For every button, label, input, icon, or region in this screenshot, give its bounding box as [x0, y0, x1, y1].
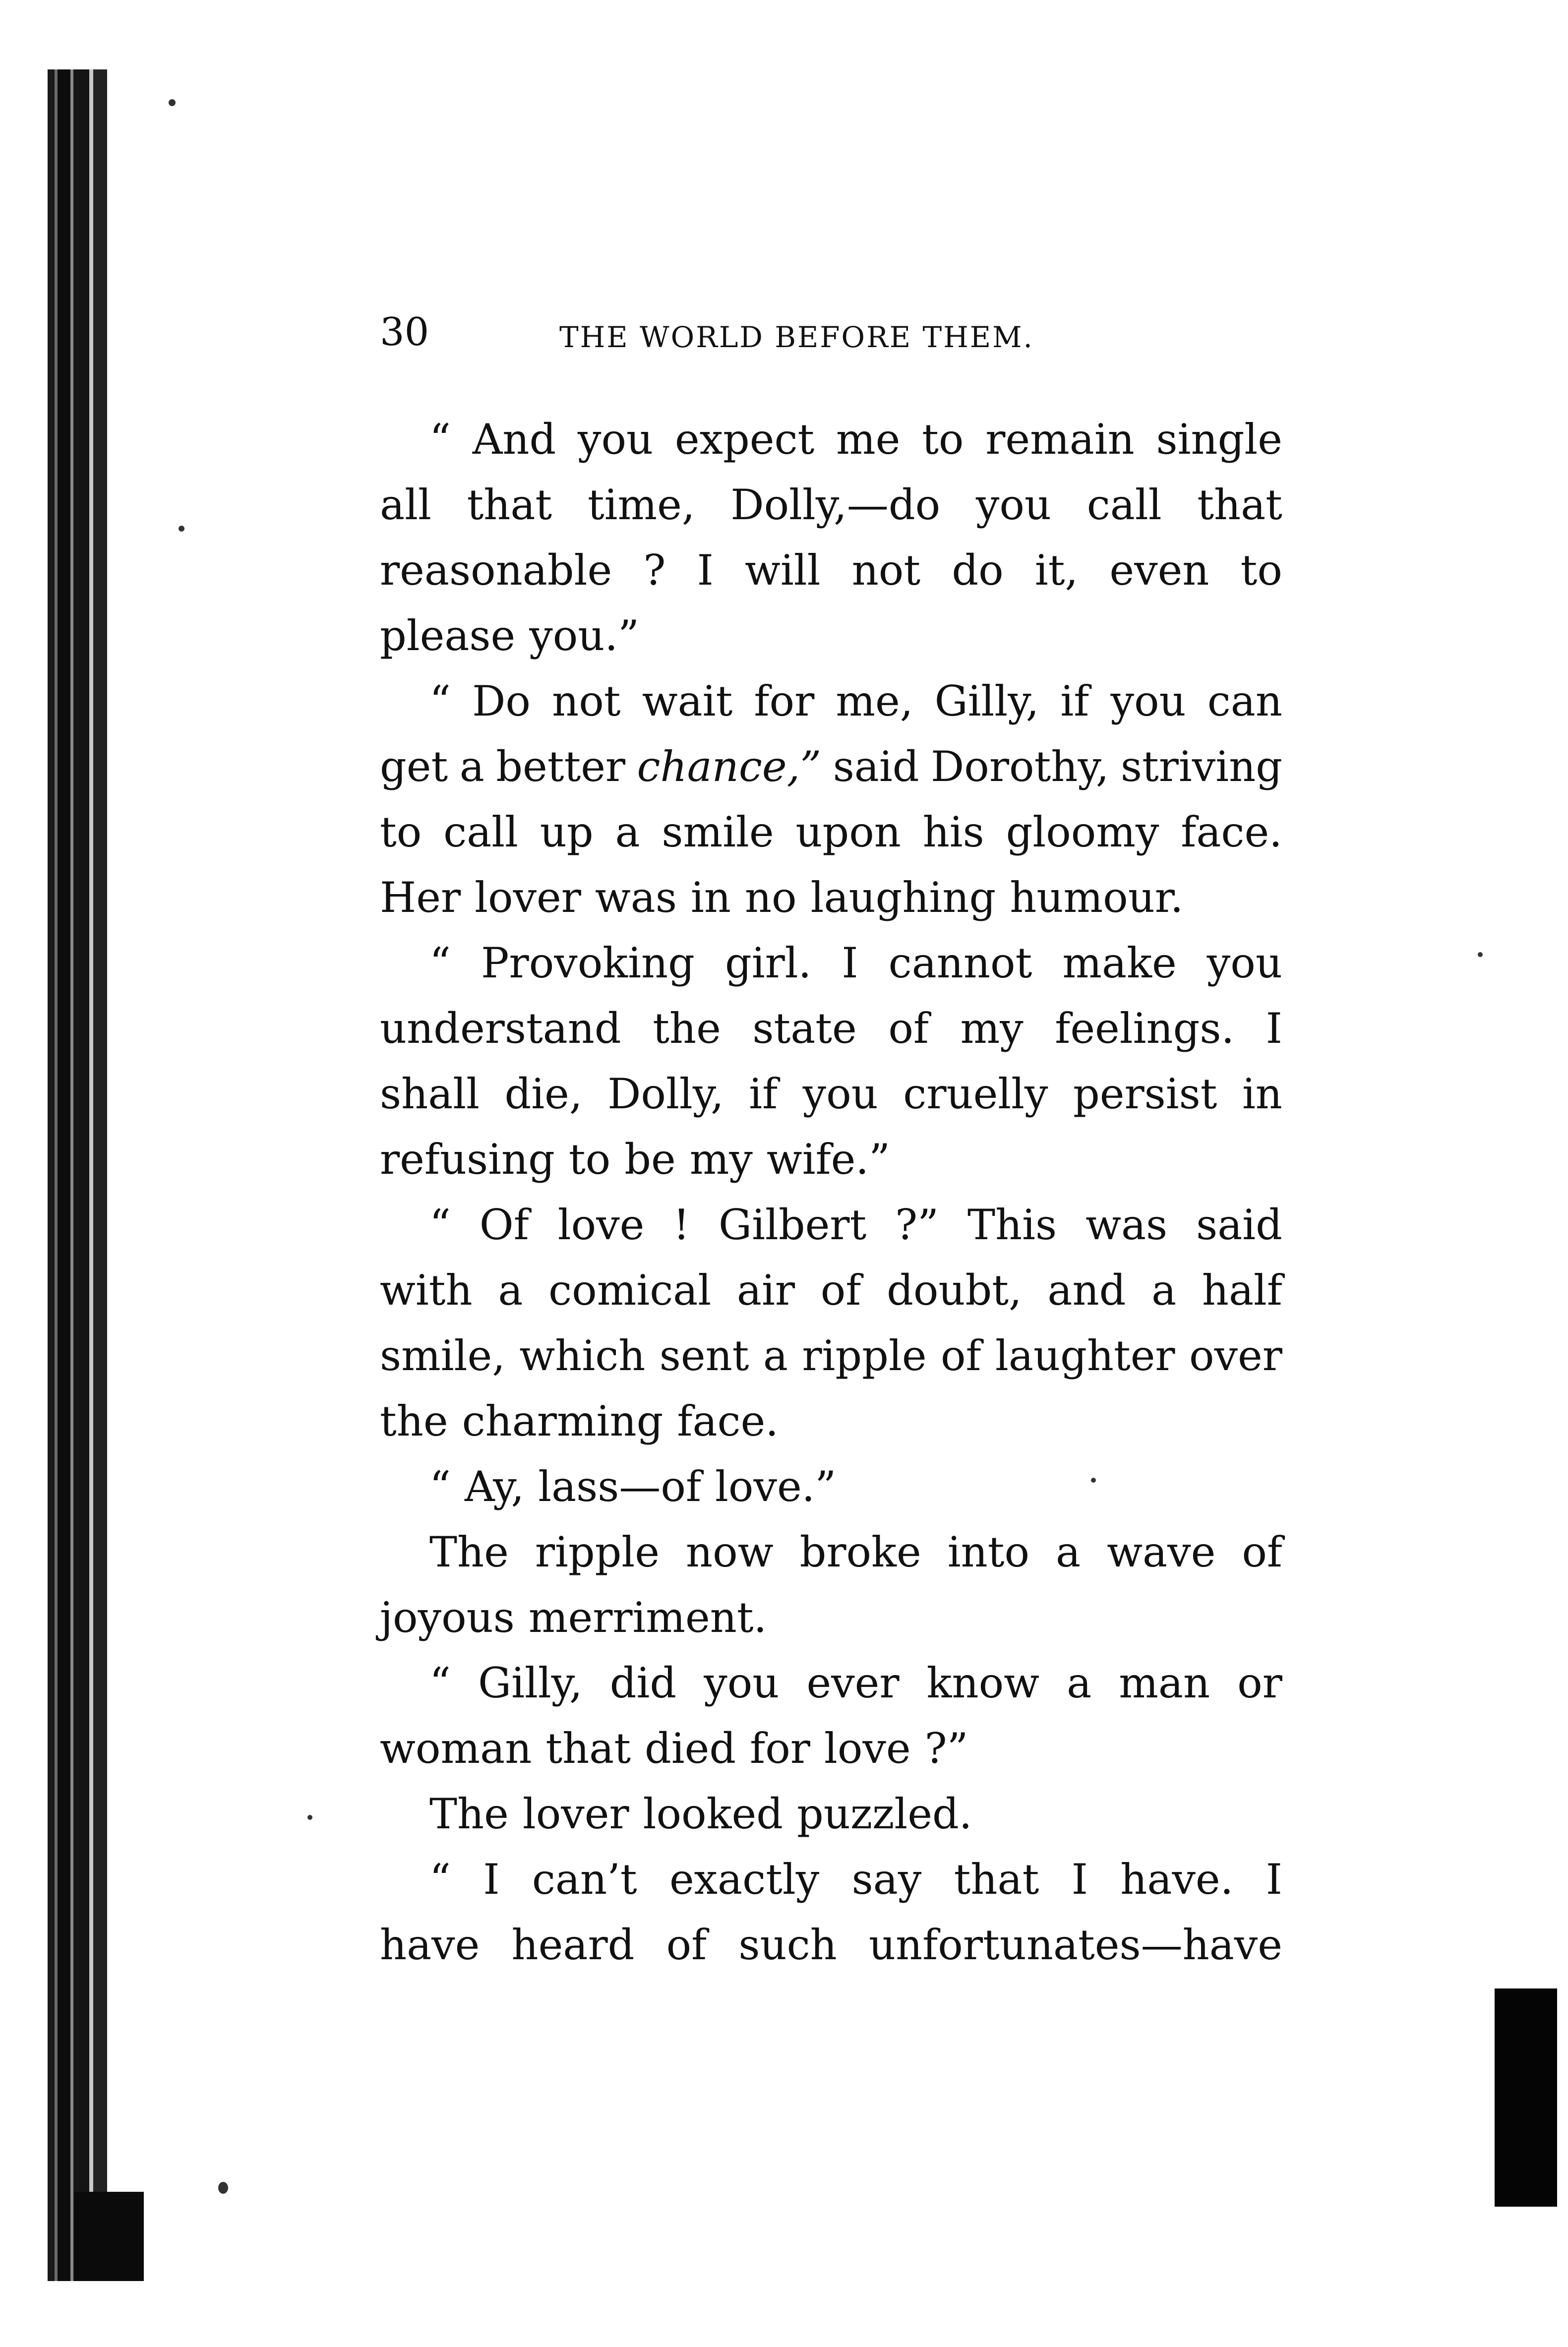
word: Dolly,—do — [730, 481, 941, 529]
word: laughing — [810, 873, 996, 922]
word: Provoking — [481, 939, 695, 987]
word: which — [519, 1331, 646, 1380]
word: comical — [548, 1266, 712, 1315]
word: his — [922, 808, 984, 856]
word: Dolly, — [607, 1070, 724, 1118]
word: have — [380, 1921, 480, 1969]
word: a — [459, 742, 484, 791]
word: and — [1047, 1266, 1126, 1315]
word: Ay, — [464, 1462, 525, 1511]
word: “ — [429, 1855, 451, 1904]
word: for — [754, 677, 815, 725]
text-line — [380, 1192, 1282, 1258]
word: I — [842, 939, 858, 987]
word: state — [752, 1004, 857, 1053]
word: striving — [1120, 742, 1282, 791]
word: to — [380, 808, 422, 856]
word: me, — [836, 677, 913, 725]
word: charming — [462, 1397, 663, 1445]
word: that — [467, 481, 552, 529]
word: do — [952, 546, 1004, 595]
word: understand — [380, 1004, 621, 1053]
body-text — [380, 407, 1282, 1978]
word: “ — [429, 1462, 451, 1511]
word: you — [975, 481, 1052, 529]
word: of — [888, 1004, 929, 1053]
word: heard — [511, 1921, 635, 1969]
word: the — [653, 1004, 721, 1053]
word: call — [1086, 481, 1162, 529]
word: lass—of — [538, 1462, 702, 1511]
word: sent — [659, 1331, 749, 1380]
word: I — [483, 1855, 500, 1904]
text-line — [380, 1127, 1282, 1192]
word: ripple — [535, 1528, 660, 1576]
word: even — [1109, 546, 1209, 595]
word: call — [443, 808, 518, 856]
word: Dorothy, — [930, 742, 1109, 791]
word: will — [745, 546, 821, 595]
word: air — [736, 1266, 795, 1315]
word: persist — [1073, 1070, 1217, 1118]
word: upon — [795, 808, 901, 856]
word: you — [704, 1659, 780, 1707]
word: Gilly, — [934, 677, 1039, 725]
word: “ — [429, 939, 451, 987]
word: ?” — [895, 1201, 939, 1249]
word: man — [1119, 1659, 1210, 1707]
word: lover — [522, 1790, 629, 1838]
word: say — [851, 1855, 922, 1904]
word: laughter — [995, 1331, 1175, 1380]
word: looked — [643, 1790, 784, 1838]
text-line — [380, 1061, 1282, 1127]
word: chance,” — [637, 742, 822, 791]
word: humour. — [1010, 873, 1184, 922]
word: This — [967, 1201, 1057, 1249]
word: reasonable — [380, 546, 612, 595]
word: can’t — [532, 1855, 637, 1904]
word: Her — [380, 873, 461, 922]
page-number: 30 — [380, 310, 429, 355]
word: of — [666, 1921, 707, 1969]
binding-shadow — [74, 2192, 144, 2281]
word: a — [1151, 1266, 1177, 1315]
word: cruelly — [903, 1070, 1048, 1118]
text-line — [380, 603, 1282, 668]
word: it, — [1034, 546, 1079, 595]
word: can — [1207, 677, 1282, 725]
word: time, — [587, 481, 695, 529]
text-line — [380, 1650, 1282, 1716]
word: broke — [799, 1528, 921, 1576]
word: said — [833, 742, 919, 791]
word: smile, — [380, 1331, 505, 1380]
word: said — [1196, 1201, 1282, 1249]
word: remain — [985, 415, 1135, 464]
word: if — [749, 1070, 778, 1118]
word: into — [947, 1528, 1030, 1576]
word: unfortunates—have — [868, 1921, 1282, 1969]
word: not — [851, 546, 921, 595]
word: Gilbert — [718, 1201, 867, 1249]
word: puzzled. — [797, 1790, 972, 1838]
word: The — [429, 1528, 509, 1576]
word: love — [824, 1724, 911, 1773]
word: woman — [380, 1724, 532, 1773]
word: up — [540, 808, 594, 856]
word: please — [380, 611, 516, 660]
word: ever — [806, 1659, 900, 1707]
word: in — [1242, 1070, 1282, 1118]
word: be — [624, 1135, 676, 1184]
word: that — [954, 1855, 1039, 1904]
word: make — [1062, 939, 1177, 987]
word: get — [380, 742, 448, 791]
word: single — [1156, 415, 1282, 464]
word: me — [836, 415, 901, 464]
word: all — [380, 481, 431, 529]
word: my — [960, 1004, 1024, 1053]
word: “ — [429, 677, 451, 725]
word: love.” — [715, 1462, 837, 1511]
word: that — [1197, 481, 1282, 529]
word: a — [763, 1331, 788, 1380]
word: such — [738, 1921, 837, 1969]
word: you — [1206, 939, 1282, 987]
word: ! — [673, 1201, 690, 1249]
word: to — [568, 1135, 611, 1184]
word: Gilly, — [478, 1659, 583, 1707]
text-line — [380, 1258, 1282, 1323]
text-line — [380, 1323, 1282, 1388]
word: no — [744, 873, 797, 922]
word: for — [750, 1724, 810, 1773]
word: was — [1086, 1201, 1168, 1249]
text-line — [380, 865, 1282, 930]
word: lover — [475, 873, 581, 922]
text-line — [380, 668, 1282, 734]
word: “ — [429, 415, 451, 464]
text-line — [380, 1519, 1282, 1585]
word: feelings. — [1055, 1004, 1235, 1053]
word: a — [1067, 1659, 1092, 1707]
word: And — [472, 415, 556, 464]
text-line — [380, 1781, 1282, 1847]
word: did — [609, 1659, 677, 1707]
word: I — [697, 546, 714, 595]
word: the — [380, 1397, 448, 1445]
word: was — [595, 873, 677, 922]
word: “ — [429, 1659, 451, 1707]
word: joyous — [380, 1593, 515, 1642]
text-line — [380, 996, 1282, 1061]
word: a — [1056, 1528, 1081, 1576]
word: die, — [504, 1070, 583, 1118]
word: you — [1110, 677, 1186, 725]
text-line — [380, 1388, 1282, 1454]
word: died — [645, 1724, 736, 1773]
word: a — [498, 1266, 523, 1315]
word: to — [922, 415, 964, 464]
word: I — [1071, 1855, 1088, 1904]
text-line — [380, 407, 1282, 472]
page-edge-mark — [1495, 1988, 1557, 2207]
running-title: THE WORLD BEFORE THEM. — [559, 320, 1034, 354]
word: I — [1266, 1855, 1282, 1904]
running-header — [380, 307, 1272, 367]
text-line — [380, 1847, 1282, 1912]
word: ripple — [802, 1331, 927, 1380]
word: you.” — [529, 611, 640, 660]
word: I — [1266, 1004, 1282, 1053]
text-line — [380, 799, 1282, 865]
word: face. — [1181, 808, 1282, 856]
word: have. — [1120, 1855, 1234, 1904]
word: doubt, — [887, 1266, 1022, 1315]
word: if — [1060, 677, 1089, 725]
word: better — [496, 742, 626, 791]
word: merriment. — [528, 1593, 767, 1642]
word: my — [689, 1135, 753, 1184]
word: not — [552, 677, 621, 725]
text-line — [380, 734, 1282, 799]
word: expect — [674, 415, 815, 464]
word: face. — [677, 1397, 779, 1445]
word: gloomy — [1006, 808, 1159, 856]
word: you — [802, 1070, 878, 1118]
word: refusing — [380, 1135, 555, 1184]
word: know — [926, 1659, 1040, 1707]
word: or — [1237, 1659, 1282, 1707]
word: you — [578, 415, 654, 464]
word: ?” — [924, 1724, 968, 1773]
text-line — [380, 1454, 1282, 1519]
word: cannot — [888, 939, 1032, 987]
word: in — [690, 873, 731, 922]
text-line — [380, 538, 1282, 603]
word: of — [940, 1331, 981, 1380]
word: now — [686, 1528, 774, 1576]
word: a — [615, 808, 640, 856]
word: wave — [1107, 1528, 1216, 1576]
word: with — [380, 1266, 473, 1315]
text-line — [380, 930, 1282, 996]
word: ? — [643, 546, 666, 595]
text-line — [380, 472, 1282, 538]
word: shall — [380, 1070, 480, 1118]
word: half — [1202, 1266, 1282, 1315]
word: smile — [662, 808, 774, 856]
word: to — [1240, 546, 1282, 595]
text-line — [380, 1912, 1282, 1978]
word: exactly — [669, 1855, 820, 1904]
word: The — [429, 1790, 509, 1838]
word: wait — [642, 677, 733, 725]
word: Do — [472, 677, 531, 725]
word: of — [820, 1266, 861, 1315]
word: wife.” — [766, 1135, 891, 1184]
word: of — [1242, 1528, 1282, 1576]
word: girl. — [725, 939, 812, 987]
text-line — [380, 1585, 1282, 1650]
book-binding-edge — [48, 69, 107, 2281]
text-line — [380, 1716, 1282, 1781]
word: that — [545, 1724, 631, 1773]
word: over — [1189, 1331, 1282, 1380]
word: love — [557, 1201, 645, 1249]
word: Of — [479, 1201, 529, 1249]
word: “ — [429, 1201, 451, 1249]
